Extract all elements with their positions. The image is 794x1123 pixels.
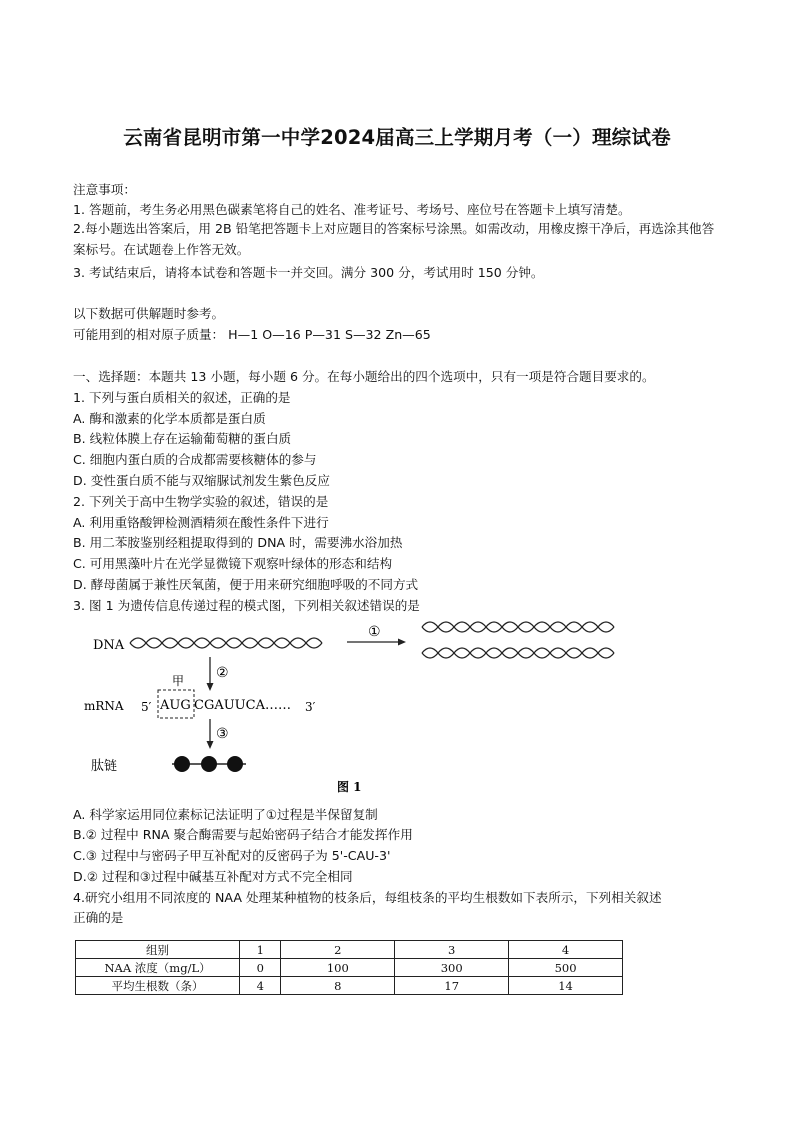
question-1-option-b: B. 线粒体膜上存在运输葡萄糖的蛋白质 [73,431,292,446]
amino-acid-3 [227,756,243,772]
table-cell: 平均生根数（条） [76,977,240,995]
question-2-option-b: B. 用二苯胺鉴别经粗提取得到的 DNA 时，需要沸水浴加热 [73,535,403,550]
question-2-stem: 2. 下列关于高中生物学实验的叙述，错误的是 [73,494,329,509]
five-prime-label: 5′ [141,700,152,714]
mrna-sequence: CGAUUCA…… [194,698,291,713]
step-2-arrowhead [207,683,214,691]
table-cell: 14 [509,977,623,995]
question-2-option-c: C. 可用黑藻叶片在光学显微镜下观察叶绿体的形态和结构 [73,556,393,571]
table-cell: 4 [240,977,281,995]
question-2-option-a: A. 利用重铬酸钾检测酒精须在酸性条件下进行 [73,515,329,530]
mrna-label: mRNA [84,699,124,713]
question-4-stem-line-1: 4.研究小组用不同浓度的 NAA 处理某种植物的枝条后，每组枝条的平均生根数如下表所示，下列相关叙述 [73,890,662,905]
table-cell: 17 [395,977,509,995]
question-3-option-d: D.② 过程和③过程中碱基互补配对方式不完全相同 [73,869,353,884]
step-3-label: ③ [216,726,229,742]
step-1-label: ① [368,624,381,640]
figure-1-diagram [0,615,794,805]
notice-item-3: 3. 考试结束后，请将本试卷和答题卡一并交回。满分 300 分，考试用时 150 分钟。 [73,265,544,280]
question-3-option-b: B.② 过程中 RNA 聚合酶需要与起始密码子结合才能发挥作用 [73,827,413,842]
question-1-option-a: A. 酶和激素的化学本质都是蛋白质 [73,411,266,426]
amino-acid-1 [174,756,190,772]
step-3-arrowhead [207,741,214,749]
table-cell: 4 [509,941,623,959]
question-4-stem-line-2: 正确的是 [73,910,124,925]
notice-item-2: 2.每小题选出答案后，用 2B 铅笔把答题卡上对应题目的答案标号涂黑。如需改动，用橡皮擦干净后，再选涂其他答案标号。在试题卷上作答无效。 [73,221,715,257]
question-3-stem: 3. 图 1 为遗传信息传递过程的模式图，下列相关叙述错误的是 [73,598,420,613]
table-cell: NAA 浓度（mg/L） [76,959,240,977]
question-1-option-c: C. 细胞内蛋白质的合成都需要核糖体的参与 [73,452,317,467]
table-cell: 500 [509,959,623,977]
codon-box-label: 甲 [172,674,185,688]
amino-acid-2 [201,756,217,772]
three-prime-label: 3′ [305,700,316,714]
notice-item-1: 1. 答题前，考生务必用黑色碳素笔将自己的姓名、准考证号、考场号、座位号在答题卡上填写清楚。 [73,202,631,217]
table-row [76,977,623,995]
table-cell: 组别 [76,941,240,959]
table-cell: 100 [281,959,395,977]
table-cell: 3 [395,941,509,959]
atomic-mass-line: 可能用到的相对原子质量： H—1 O—16 P—31 S—32 Zn—65 [73,327,431,342]
figure-caption: 图 1 [337,780,362,794]
table-cell: 0 [240,959,281,977]
table-cell: 1 [240,941,281,959]
page-title: 云南省昆明市第一中学2024届高三上学期月考（一）理综试卷 [123,126,671,149]
table-cell: 8 [281,977,395,995]
question-1-option-d: D. 变性蛋白质不能与双缩脲试剂发生紫色反应 [73,473,330,488]
section-heading: 一、选择题：本题共 13 小题，每小题 6 分。在每小题给出的四个选项中，只有一项是符合题目要求的。 [73,369,655,384]
question-1-stem: 1. 下列与蛋白质相关的叙述，正确的是 [73,390,291,405]
peptide-label: 肽链 [91,759,118,774]
naa-data-table [75,940,623,995]
table-row [76,959,623,977]
step-2-label: ② [216,665,229,681]
question-2-option-d: D. 酵母菌属于兼性厌氧菌，便于用来研究细胞呼吸的不同方式 [73,577,419,592]
question-3-option-a: A. 科学家运用同位素标记法证明了①过程是半保留复制 [73,807,378,822]
notice-heading: 注意事项： [73,182,136,197]
table-row [76,941,623,959]
codon-box-text: AUG [160,698,191,713]
reference-intro: 以下数据可供解题时参考。 [73,306,225,321]
table-cell: 2 [281,941,395,959]
step-1-arrowhead [398,639,406,646]
question-3-option-c: C.③ 过程中与密码子甲互补配对的反密码子为 5'-CAU-3' [73,848,391,863]
dna-label: DNA [93,638,125,653]
table-cell: 300 [395,959,509,977]
